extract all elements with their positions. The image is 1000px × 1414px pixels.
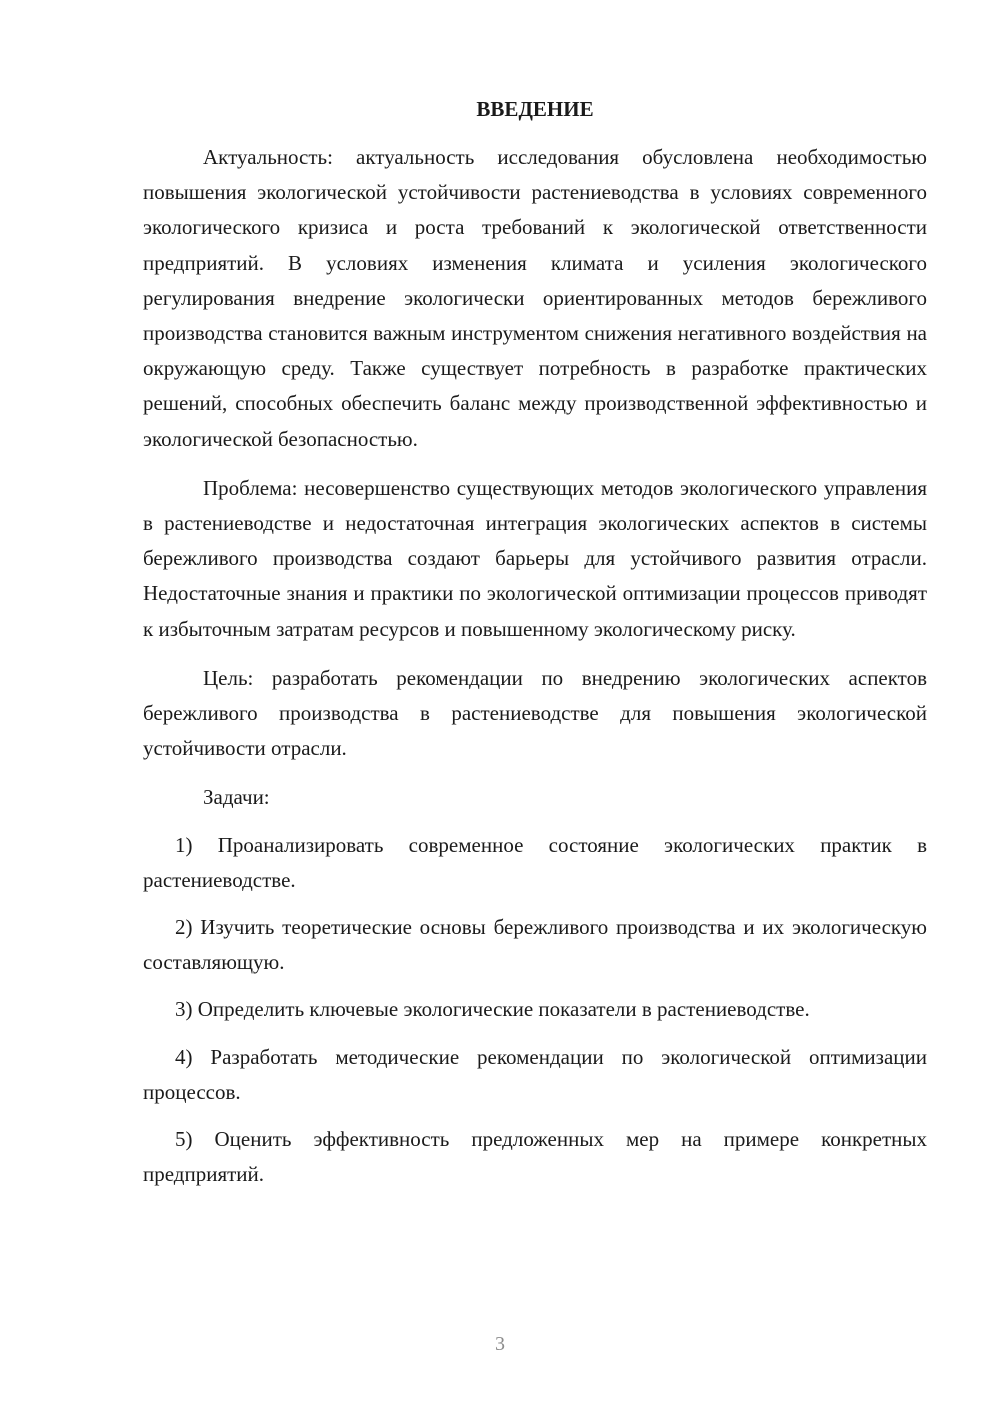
task-item: 4) Разработать методические рекомендации по экологической оптимизации процессов. xyxy=(143,1044,927,1104)
task-item: 3) Определить ключевые экологические показатели в растениеводстве. xyxy=(175,997,810,1022)
task-item: 2) Изучить теоретические основы бережливого производства и их экологическую составляющую. xyxy=(143,915,927,975)
paragraph-problem: Проблема: несовершенство существующих методов экологического управления в растениеводстве и недостаточная интеграция экологических аспектов в системы бережливого производства создают барьеры для устойчивого развития отрасли. Недостаточные знания и практики по экологической оптимизации процессов приводят к избыточным затратам ресурсов и повышенному экологическому риску. xyxy=(143,475,927,641)
paragraph-relevance: Актуальность: актуальность исследования обусловлена необходимостью повышения экологической устойчивости растениеводства в условиях современного экологического кризиса и роста требований к экологической ответственности предприятий. В условиях изменения климата и усиления экологического регулирования внедрение экологически ориентированных методов бережливого производства становится важным инструментом снижения негативного воздействия на окружающую среду. Также существует потребность в разработке практических решений, способных обеспечить баланс между производственной эффективностью и экологической безопасностью. xyxy=(143,145,927,451)
section-title: ВВЕДЕНИЕ xyxy=(476,97,594,121)
document-page xyxy=(143,92,927,1204)
tasks-heading: Задачи: xyxy=(203,785,270,810)
page-number: 3 xyxy=(495,1333,505,1355)
task-item: 1) Проанализировать современное состояние экологических практик в растениеводстве. xyxy=(143,832,927,892)
task-item: 5) Оценить эффективность предложенных мер на примере конкретных предприятий. xyxy=(143,1127,927,1187)
paragraph-goal: Цель: разработать рекомендации по внедрению экологических аспектов бережливого производства в растениеводстве для повышения экологической устойчивости отрасли. xyxy=(143,665,927,761)
